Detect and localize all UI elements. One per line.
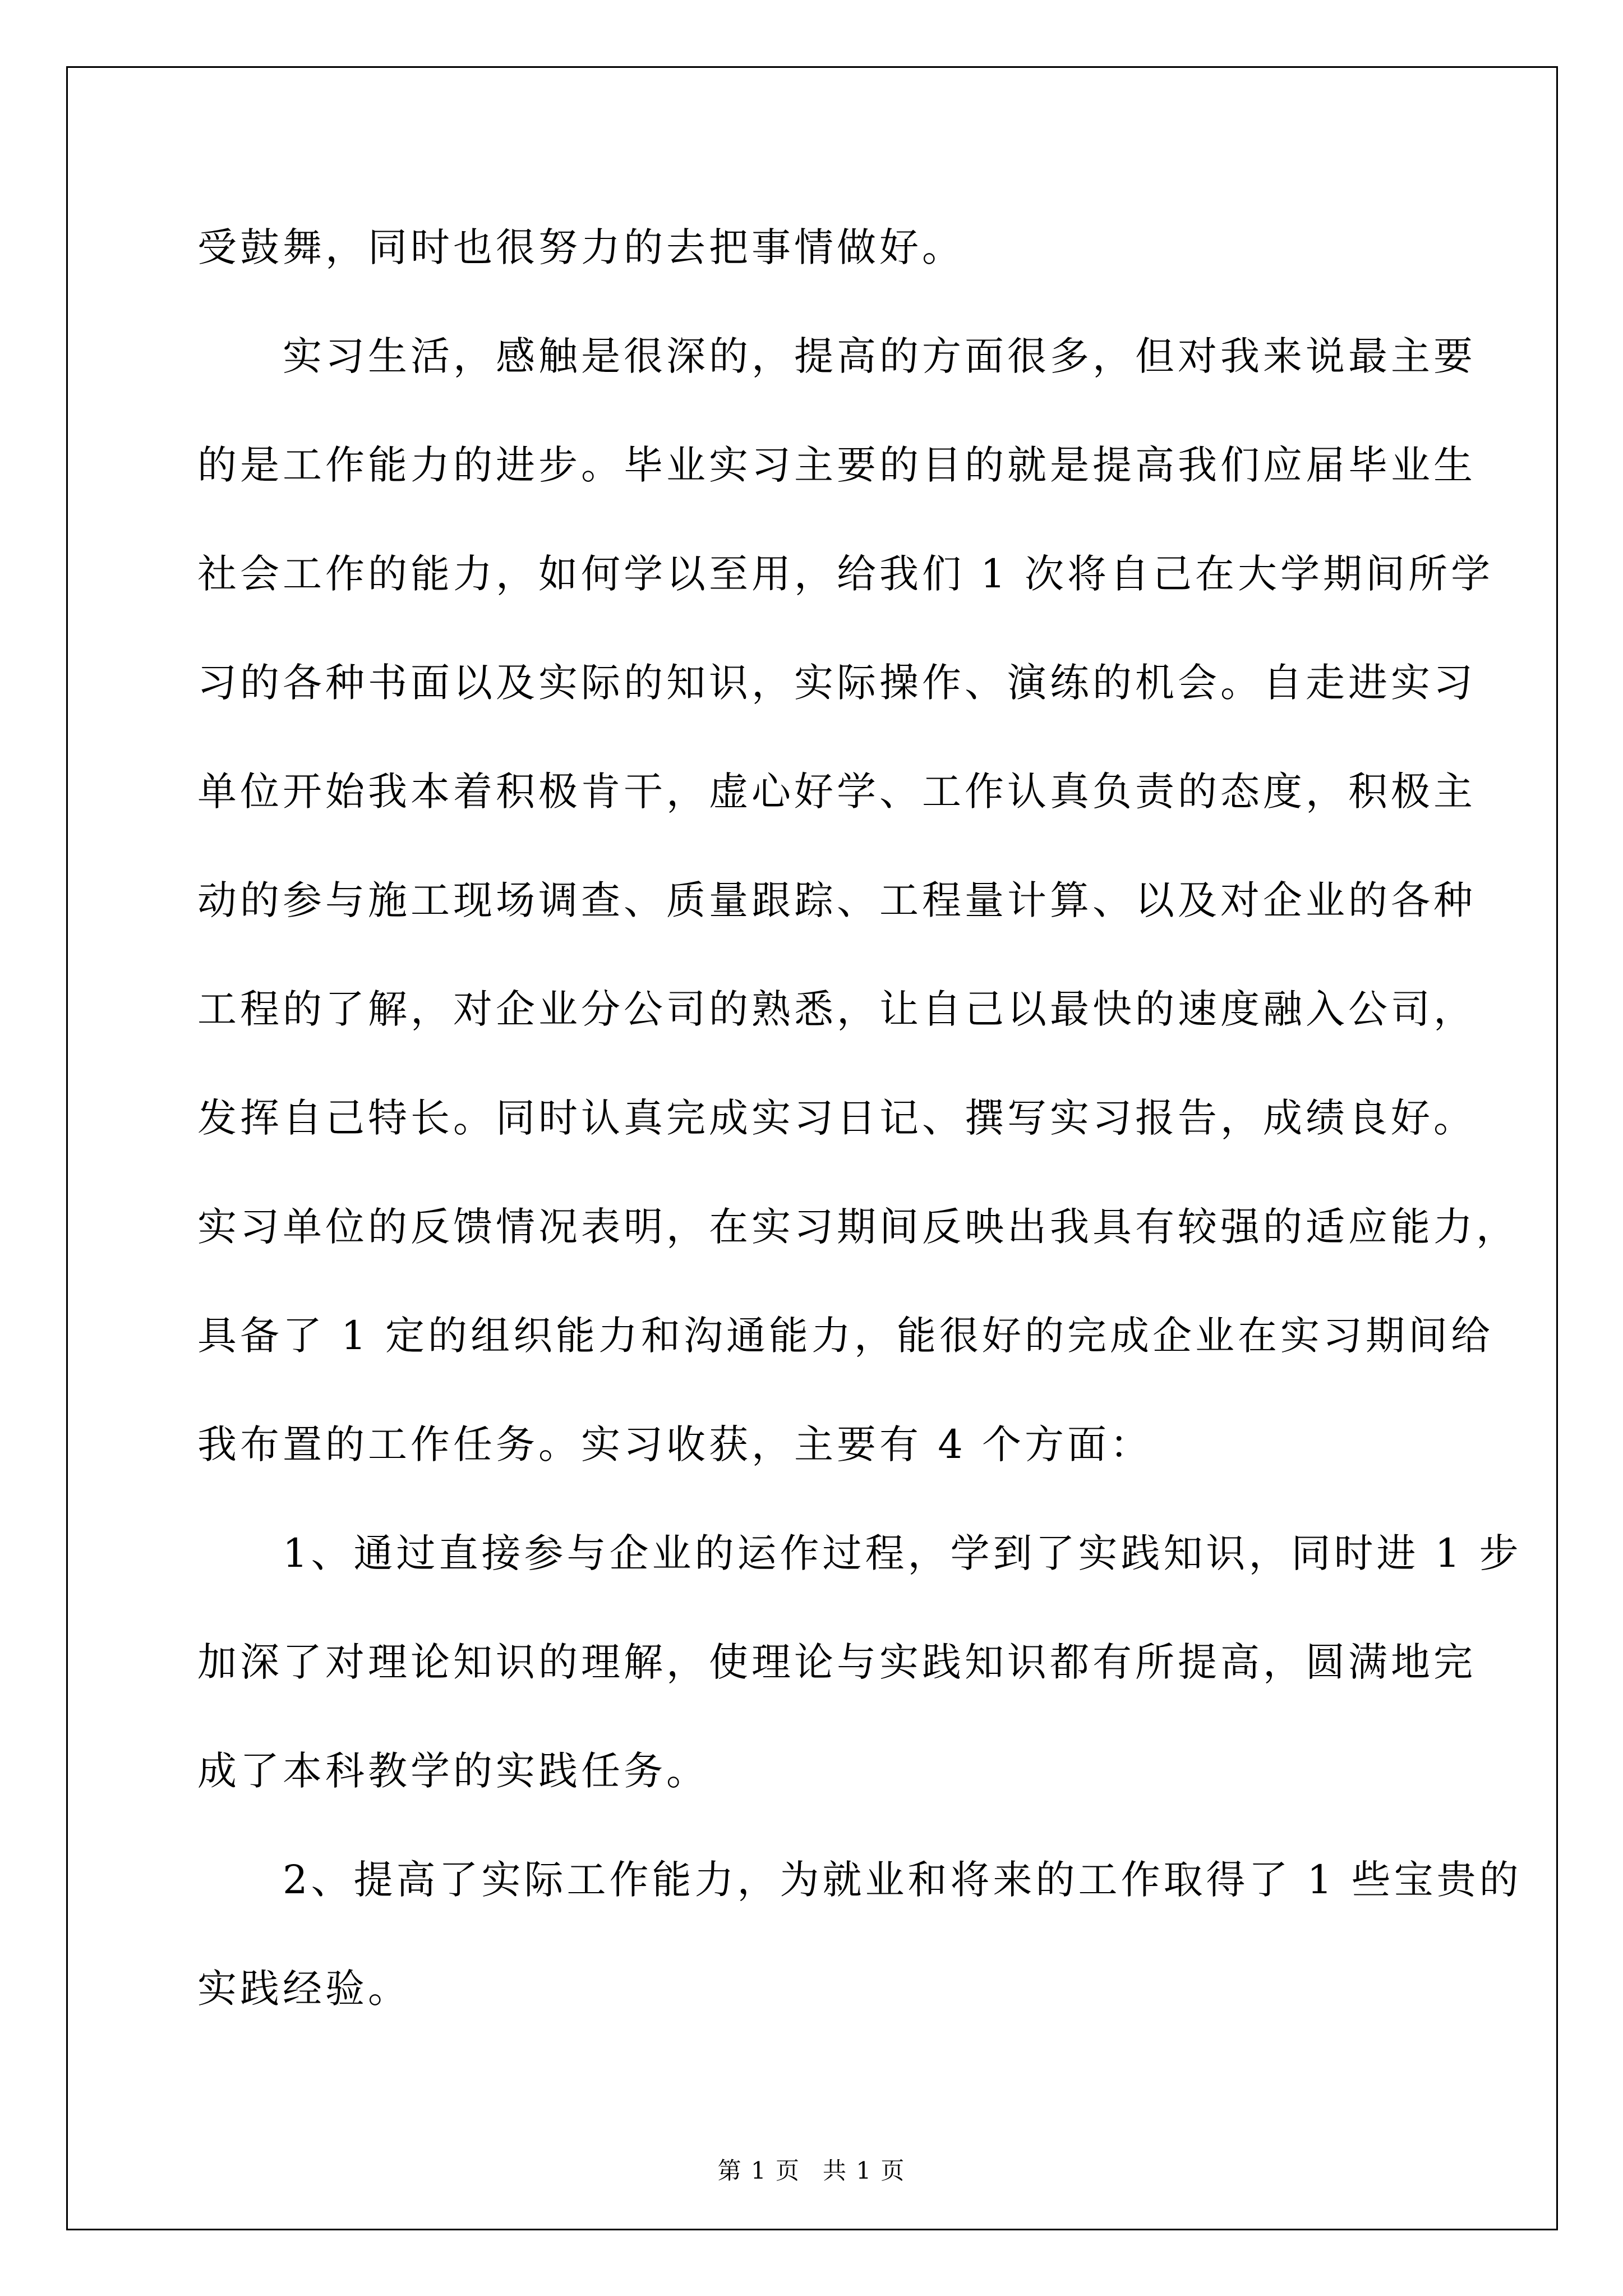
text-line: 受鼓舞，同时也很努力的去把事情做好。 <box>197 224 965 270</box>
text-line: 的是工作能力的进步。毕业实习主要的目的就是提高我们应届毕业生 <box>197 442 1476 488</box>
text-line: 我布置的工作任务。实习收获，主要有 4 个方面： <box>197 1421 1153 1467</box>
page-number-total: 共 1 页 <box>823 2157 906 2184</box>
text-line: 实习生活，感触是很深的，提高的方面很多，但对我来说最主要 <box>283 333 1476 379</box>
text-line: 单位开始我本着积极肯干，虚心好学、工作认真负责的态度，积极主 <box>197 769 1476 815</box>
page-number-current: 第 1 页 <box>717 2157 800 2184</box>
text-line: 2、提高了实际工作能力，为就业和将来的工作取得了 1 些宝贵的 <box>283 1857 1522 1903</box>
text-line: 工程的了解，对企业分公司的熟悉，让自己以最快的速度融入公司， <box>197 986 1476 1032</box>
page-footer <box>0 2154 1623 2188</box>
text-line: 成了本科教学的实践任务。 <box>197 1748 709 1794</box>
text-line: 1、通过直接参与企业的运作过程，学到了实践知识，同时进 1 步 <box>283 1530 1522 1576</box>
text-line: 动的参与施工现场调查、质量跟踪、工程量计算、以及对企业的各种 <box>197 877 1476 923</box>
text-line: 社会工作的能力，如何学以至用，给我们 1 次将自己在大学期间所学 <box>197 551 1494 597</box>
text-line: 习的各种书面以及实际的知识，实际操作、演练的机会。自走进实习 <box>197 660 1476 706</box>
text-line: 加深了对理论知识的理解，使理论与实践知识都有所提高，圆满地完 <box>197 1639 1476 1685</box>
text-line: 实践经验。 <box>197 1966 411 2012</box>
text-line: 实习单位的反馈情况表明，在实习期间反映出我具有较强的适应能力， <box>197 1204 1519 1250</box>
document-body <box>197 193 1522 2043</box>
text-line: 具备了 1 定的组织能力和沟通能力，能很好的完成企业在实习期间给 <box>197 1313 1494 1359</box>
text-line: 发挥自己特长。同时认真完成实习日记、撰写实习报告，成绩良好。 <box>197 1095 1476 1141</box>
